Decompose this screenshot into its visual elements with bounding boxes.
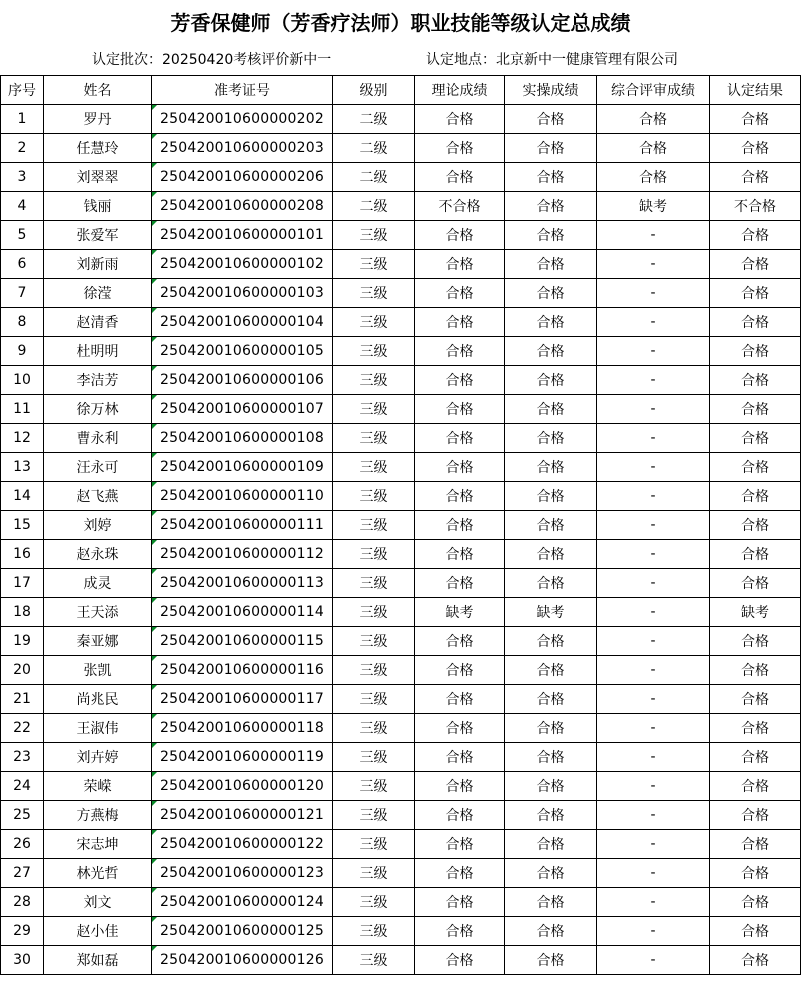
cell-practical: 合格 [505,250,597,279]
cell-name: 成灵 [44,569,152,598]
cell-review: - [597,482,710,511]
cell-seq: 18 [1,598,44,627]
header-level: 级别 [333,76,415,105]
cell-name: 张爱军 [44,221,152,250]
cell-seq: 19 [1,627,44,656]
cell-name: 荣嵘 [44,772,152,801]
cell-result: 合格 [710,859,801,888]
cell-seq: 29 [1,917,44,946]
cell-ticket-no: 250420010600000206 [152,163,333,192]
cell-ticket-no: 250420010600000124 [152,888,333,917]
cell-level: 三级 [333,598,415,627]
table-row [1,656,801,685]
cell-practical: 合格 [505,221,597,250]
cell-practical: 合格 [505,743,597,772]
cell-practical: 合格 [505,366,597,395]
cell-theory: 合格 [415,134,505,163]
cell-seq: 6 [1,250,44,279]
cell-level: 三级 [333,627,415,656]
cell-practical: 合格 [505,424,597,453]
cell-theory: 不合格 [415,192,505,221]
table-row [1,540,801,569]
table-row [1,830,801,859]
cell-practical: 合格 [505,627,597,656]
cell-seq: 3 [1,163,44,192]
table-row [1,598,801,627]
table-row [1,279,801,308]
cell-theory: 合格 [415,279,505,308]
cell-seq: 10 [1,366,44,395]
cell-level: 三级 [333,337,415,366]
cell-name: 林光哲 [44,859,152,888]
cell-seq: 7 [1,279,44,308]
table-row [1,250,801,279]
cell-practical: 合格 [505,163,597,192]
header-seq: 序号 [1,76,44,105]
cell-level: 三级 [333,859,415,888]
cell-theory: 合格 [415,424,505,453]
cell-result: 合格 [710,511,801,540]
cell-theory: 合格 [415,105,505,134]
cell-theory: 合格 [415,743,505,772]
cell-seq: 14 [1,482,44,511]
cell-practical: 合格 [505,308,597,337]
cell-review: - [597,308,710,337]
table-row [1,366,801,395]
cell-theory: 合格 [415,163,505,192]
cell-name: 赵飞燕 [44,482,152,511]
cell-result: 合格 [710,134,801,163]
cell-level: 三级 [333,917,415,946]
cell-name: 钱丽 [44,192,152,221]
page-title: 芳香保健师（芳香疗法师）职业技能等级认定总成绩 [170,11,631,35]
cell-result: 合格 [710,279,801,308]
cell-result: 合格 [710,453,801,482]
cell-ticket-no: 250420010600000102 [152,250,333,279]
cell-practical: 合格 [505,888,597,917]
cell-result: 合格 [710,917,801,946]
cell-theory: 合格 [415,772,505,801]
cell-theory: 合格 [415,830,505,859]
cell-practical: 合格 [505,395,597,424]
table-row [1,453,801,482]
cell-theory: 合格 [415,801,505,830]
cell-result: 合格 [710,308,801,337]
cell-ticket-no: 250420010600000125 [152,917,333,946]
cell-ticket-no: 250420010600000203 [152,134,333,163]
cell-result: 合格 [710,830,801,859]
cell-result: 合格 [710,395,801,424]
cell-name: 刘新雨 [44,250,152,279]
cell-name: 王淑伟 [44,714,152,743]
table-row [1,627,801,656]
cell-seq: 1 [1,105,44,134]
cell-name: 汪永可 [44,453,152,482]
cell-seq: 8 [1,308,44,337]
cell-result: 合格 [710,685,801,714]
header-row [1,76,801,105]
table-row [1,917,801,946]
cell-result: 合格 [710,801,801,830]
table-row [1,714,801,743]
table-row [1,337,801,366]
cell-review: 合格 [597,105,710,134]
cell-practical: 合格 [505,453,597,482]
cell-review: - [597,685,710,714]
cell-name: 尚兆民 [44,685,152,714]
cell-level: 三级 [333,250,415,279]
table-row [1,888,801,917]
cell-level: 三级 [333,540,415,569]
cell-name: 赵永珠 [44,540,152,569]
cell-review: - [597,279,710,308]
cell-result: 合格 [710,482,801,511]
cell-result: 合格 [710,627,801,656]
cell-seq: 2 [1,134,44,163]
cell-name: 刘婷 [44,511,152,540]
header-theory-score: 理论成绩 [415,76,505,105]
cell-result: 合格 [710,366,801,395]
cell-level: 三级 [333,685,415,714]
cell-ticket-no: 250420010600000113 [152,569,333,598]
cell-ticket-no: 250420010600000101 [152,221,333,250]
cell-result: 合格 [710,569,801,598]
cell-seq: 4 [1,192,44,221]
cell-theory: 合格 [415,366,505,395]
cell-result: 合格 [710,772,801,801]
cell-seq: 11 [1,395,44,424]
cell-seq: 27 [1,859,44,888]
cell-practical: 合格 [505,801,597,830]
cell-theory: 合格 [415,656,505,685]
table-row [1,801,801,830]
cell-level: 二级 [333,163,415,192]
cell-practical: 合格 [505,917,597,946]
cell-review: - [597,569,710,598]
cell-name: 赵清香 [44,308,152,337]
cell-review: - [597,656,710,685]
cell-level: 三级 [333,656,415,685]
cell-seq: 9 [1,337,44,366]
cell-level: 三级 [333,511,415,540]
cell-practical: 合格 [505,859,597,888]
cell-ticket-no: 250420010600000115 [152,627,333,656]
header-name: 姓名 [44,76,152,105]
header-review-score: 综合评审成绩 [597,76,710,105]
cell-ticket-no: 250420010600000126 [152,946,333,975]
cell-practical: 合格 [505,685,597,714]
cell-result: 合格 [710,540,801,569]
table-row [1,395,801,424]
cell-name: 张凯 [44,656,152,685]
cell-seq: 16 [1,540,44,569]
cell-level: 三级 [333,801,415,830]
cell-name: 郑如磊 [44,946,152,975]
cell-theory: 合格 [415,511,505,540]
table-row [1,946,801,975]
results-table [0,75,801,975]
cell-result: 合格 [710,714,801,743]
cell-theory: 合格 [415,221,505,250]
cell-seq: 13 [1,453,44,482]
cell-result: 合格 [710,424,801,453]
table-row [1,772,801,801]
cell-practical: 合格 [505,482,597,511]
cell-theory: 合格 [415,308,505,337]
cell-review: - [597,830,710,859]
cell-ticket-no: 250420010600000123 [152,859,333,888]
cell-level: 三级 [333,830,415,859]
cell-theory: 合格 [415,395,505,424]
cell-review: - [597,743,710,772]
header-result: 认定结果 [710,76,801,105]
cell-ticket-no: 250420010600000208 [152,192,333,221]
cell-ticket-no: 250420010600000104 [152,308,333,337]
cell-theory: 合格 [415,685,505,714]
cell-result: 合格 [710,337,801,366]
cell-seq: 24 [1,772,44,801]
cell-name: 罗丹 [44,105,152,134]
cell-level: 三级 [333,714,415,743]
cell-practical: 缺考 [505,598,597,627]
cell-name: 徐万林 [44,395,152,424]
cell-level: 二级 [333,105,415,134]
cell-practical: 合格 [505,540,597,569]
cell-level: 三级 [333,221,415,250]
cell-review: 合格 [597,134,710,163]
table-row [1,569,801,598]
cell-level: 三级 [333,482,415,511]
cell-level: 三级 [333,279,415,308]
cell-review: - [597,250,710,279]
cell-review: - [597,772,710,801]
cell-theory: 合格 [415,859,505,888]
cell-ticket-no: 250420010600000111 [152,511,333,540]
cell-name: 王天添 [44,598,152,627]
cell-ticket-no: 250420010600000122 [152,830,333,859]
table-row [1,685,801,714]
cell-name: 刘翠翠 [44,163,152,192]
cell-ticket-no: 250420010600000110 [152,482,333,511]
cell-review: - [597,598,710,627]
cell-seq: 5 [1,221,44,250]
cell-result: 合格 [710,250,801,279]
table-row [1,134,801,163]
cell-review: - [597,801,710,830]
table-row [1,859,801,888]
cell-review: - [597,540,710,569]
table-row [1,221,801,250]
cell-review: - [597,888,710,917]
cell-theory: 合格 [415,569,505,598]
cell-level: 二级 [333,134,415,163]
cell-ticket-no: 250420010600000117 [152,685,333,714]
cell-seq: 30 [1,946,44,975]
cell-result: 合格 [710,888,801,917]
cell-level: 二级 [333,192,415,221]
cell-review: - [597,714,710,743]
cell-theory: 合格 [415,540,505,569]
cell-name: 赵小佳 [44,917,152,946]
cell-seq: 21 [1,685,44,714]
cell-theory: 合格 [415,946,505,975]
cell-practical: 合格 [505,105,597,134]
cell-seq: 26 [1,830,44,859]
cell-review: - [597,337,710,366]
cell-practical: 合格 [505,192,597,221]
cell-result: 合格 [710,743,801,772]
location-label: 认定地点：北京新中一健康管理有限公司 [426,52,678,68]
cell-review: - [597,627,710,656]
cell-seq: 20 [1,656,44,685]
cell-result: 合格 [710,946,801,975]
table-row [1,308,801,337]
cell-review: - [597,221,710,250]
table-row [1,424,801,453]
cell-seq: 23 [1,743,44,772]
cell-result: 合格 [710,221,801,250]
cell-theory: 合格 [415,888,505,917]
cell-review: - [597,366,710,395]
cell-level: 三级 [333,946,415,975]
cell-level: 三级 [333,569,415,598]
cell-practical: 合格 [505,772,597,801]
cell-ticket-no: 250420010600000106 [152,366,333,395]
cell-ticket-no: 250420010600000112 [152,540,333,569]
cell-level: 三级 [333,424,415,453]
cell-result: 合格 [710,105,801,134]
cell-name: 宋志坤 [44,830,152,859]
cell-practical: 合格 [505,337,597,366]
cell-theory: 合格 [415,627,505,656]
cell-review: - [597,453,710,482]
cell-name: 李洁芳 [44,366,152,395]
cell-level: 三级 [333,395,415,424]
cell-practical: 合格 [505,656,597,685]
cell-review: 合格 [597,163,710,192]
cell-theory: 合格 [415,714,505,743]
cell-practical: 合格 [505,569,597,598]
cell-theory: 合格 [415,250,505,279]
cell-result: 合格 [710,656,801,685]
cell-result: 缺考 [710,598,801,627]
cell-theory: 合格 [415,337,505,366]
cell-name: 刘卉婷 [44,743,152,772]
cell-name: 刘文 [44,888,152,917]
cell-review: - [597,424,710,453]
cell-name: 杜明明 [44,337,152,366]
cell-name: 方燕梅 [44,801,152,830]
cell-ticket-no: 250420010600000119 [152,743,333,772]
cell-practical: 合格 [505,511,597,540]
cell-theory: 缺考 [415,598,505,627]
cell-theory: 合格 [415,482,505,511]
cell-practical: 合格 [505,830,597,859]
cell-seq: 17 [1,569,44,598]
table-row [1,163,801,192]
cell-ticket-no: 250420010600000107 [152,395,333,424]
cell-review: - [597,859,710,888]
cell-name: 任慧玲 [44,134,152,163]
cell-review: - [597,917,710,946]
header-practical-score: 实操成绩 [505,76,597,105]
cell-review: - [597,946,710,975]
cell-name: 曹永利 [44,424,152,453]
cell-practical: 合格 [505,714,597,743]
cell-name: 徐滢 [44,279,152,308]
cell-review: - [597,395,710,424]
cell-seq: 12 [1,424,44,453]
cell-seq: 28 [1,888,44,917]
cell-level: 三级 [333,308,415,337]
cell-result: 不合格 [710,192,801,221]
cell-ticket-no: 250420010600000108 [152,424,333,453]
cell-ticket-no: 250420010600000202 [152,105,333,134]
cell-level: 三级 [333,453,415,482]
cell-ticket-no: 250420010600000105 [152,337,333,366]
table-row [1,482,801,511]
cell-ticket-no: 250420010600000114 [152,598,333,627]
cell-result: 合格 [710,163,801,192]
cell-name: 秦亚娜 [44,627,152,656]
table-row [1,192,801,221]
cell-review: - [597,511,710,540]
cell-theory: 合格 [415,917,505,946]
cell-ticket-no: 250420010600000116 [152,656,333,685]
cell-theory: 合格 [415,453,505,482]
cell-level: 三级 [333,366,415,395]
cell-seq: 22 [1,714,44,743]
batch-label: 认定批次：20250420考核评价新中一 [92,52,332,68]
cell-practical: 合格 [505,279,597,308]
cell-level: 三级 [333,743,415,772]
cell-review: 缺考 [597,192,710,221]
cell-level: 三级 [333,772,415,801]
cell-ticket-no: 250420010600000121 [152,801,333,830]
table-row [1,743,801,772]
table-row [1,511,801,540]
cell-ticket-no: 250420010600000103 [152,279,333,308]
header-ticket-no: 准考证号 [152,76,333,105]
cell-level: 三级 [333,888,415,917]
cell-seq: 15 [1,511,44,540]
cell-ticket-no: 250420010600000118 [152,714,333,743]
cell-seq: 25 [1,801,44,830]
cell-practical: 合格 [505,946,597,975]
cell-ticket-no: 250420010600000109 [152,453,333,482]
table-row [1,105,801,134]
cell-practical: 合格 [505,134,597,163]
cell-ticket-no: 250420010600000120 [152,772,333,801]
